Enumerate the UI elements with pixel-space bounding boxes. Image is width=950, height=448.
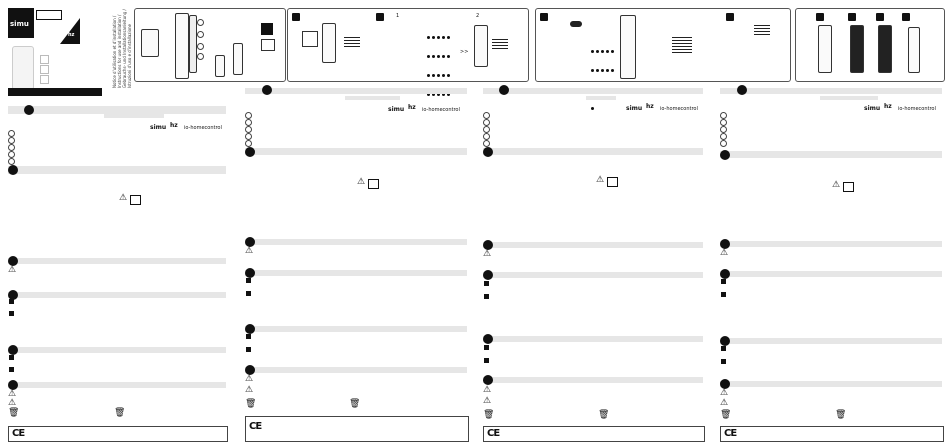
p2-band-4 bbox=[245, 270, 467, 276]
p2-section-number bbox=[262, 85, 272, 95]
p1-title-band bbox=[8, 106, 226, 114]
p2-band-6 bbox=[245, 367, 467, 373]
diagram-callout-4 bbox=[197, 53, 204, 60]
p1-lang-5 bbox=[8, 158, 15, 165]
diagram-remote-step1 bbox=[322, 23, 336, 63]
cover-label-box bbox=[36, 10, 62, 20]
p2-brand-hz: hz bbox=[408, 104, 416, 111]
p1-band-6 bbox=[8, 382, 226, 388]
diagram-step-4-badge bbox=[726, 13, 734, 21]
p4-ce-mark: CE bbox=[724, 428, 737, 439]
p2-warning-icon: ⚠ bbox=[357, 177, 366, 187]
p2-bullet-2 bbox=[246, 291, 251, 296]
p3-brand-simu: simu bbox=[626, 105, 643, 112]
p4-warning-3: ⚠ bbox=[720, 388, 729, 398]
p4-bin-icon-1: 🗑 bbox=[720, 410, 732, 420]
p1-bullet-2 bbox=[9, 311, 14, 316]
p2-brand-io: io-homecontrol bbox=[422, 107, 460, 113]
p3-footer-box bbox=[483, 426, 705, 442]
p3-bin-icon-1: 🗑 bbox=[483, 410, 495, 420]
p2-warning-3: ⚠ bbox=[245, 374, 254, 384]
p3-section-number bbox=[499, 85, 509, 95]
p2-lang-1 bbox=[245, 112, 252, 119]
diagram-panel-3 bbox=[535, 8, 791, 82]
diagram-battery-remote-2 bbox=[850, 25, 864, 73]
p4-title-band bbox=[720, 88, 942, 94]
p2-ce-mark: CE bbox=[249, 421, 262, 432]
p4-book-icon bbox=[843, 182, 854, 192]
diagram-step-7-badge bbox=[876, 13, 884, 21]
p3-section-4-number bbox=[483, 270, 493, 280]
diagram-house-icon bbox=[261, 39, 275, 51]
p2-band-5 bbox=[245, 326, 467, 332]
p3-warning-4: ⚠ bbox=[483, 396, 492, 406]
p1-warning-4: ⚠ bbox=[8, 398, 17, 408]
diagram-blind-step2 bbox=[492, 37, 508, 49]
p3-bullet-3 bbox=[484, 345, 489, 350]
p1-band-2 bbox=[8, 166, 226, 174]
p4-brand-simu: simu bbox=[864, 105, 881, 112]
diagram-panel-2 bbox=[287, 8, 529, 82]
p4-bullet-2 bbox=[721, 292, 726, 297]
p3-lang-4 bbox=[483, 133, 490, 140]
cover-black-bar bbox=[8, 88, 102, 96]
p4-band-3 bbox=[720, 241, 942, 247]
diagram-remote-mid bbox=[189, 15, 197, 73]
p4-band-2 bbox=[720, 151, 942, 158]
p1-warning-icon: ⚠ bbox=[119, 193, 128, 203]
p4-band-5 bbox=[720, 338, 942, 344]
p3-lang-2 bbox=[483, 119, 490, 126]
p3-subtitle-band bbox=[586, 96, 616, 100]
p2-bullet-1 bbox=[246, 278, 251, 283]
p3-title-band bbox=[483, 88, 703, 94]
p2-band-3 bbox=[245, 239, 467, 245]
p1-footer-box bbox=[8, 426, 228, 442]
p4-brand-hz: hz bbox=[884, 103, 892, 110]
p3-section-6-number bbox=[483, 375, 493, 385]
p2-bullet-3 bbox=[246, 334, 251, 339]
cover-remote-image bbox=[12, 46, 34, 90]
p4-section-5-number bbox=[720, 336, 730, 346]
p2-warning-2: ⚠ bbox=[245, 246, 254, 256]
diagram-battery-remote-3 bbox=[878, 25, 892, 73]
p3-bullet-2 bbox=[484, 294, 489, 299]
diagram-blind-step1 bbox=[344, 35, 360, 47]
p4-bullet-4 bbox=[721, 359, 726, 364]
diagram-remote-small-2 bbox=[215, 55, 225, 77]
p3-warning-icon: ⚠ bbox=[596, 175, 605, 185]
diagram-callout-1 bbox=[197, 19, 204, 26]
diagram-battery-remote-1 bbox=[818, 25, 832, 73]
diagram-arrow-1: >> bbox=[460, 49, 469, 55]
diagram-step-1-badge bbox=[292, 13, 300, 21]
p3-band-5 bbox=[483, 336, 703, 342]
p3-section-5-number bbox=[483, 334, 493, 344]
p1-ce-mark: CE bbox=[12, 428, 25, 439]
diagram-callout-3 bbox=[197, 43, 204, 50]
diagram-blind-step4 bbox=[754, 23, 770, 35]
p3-band-4 bbox=[483, 272, 703, 278]
p4-lang-1 bbox=[720, 112, 727, 119]
p2-section-2-number bbox=[245, 147, 255, 157]
p3-lang-5 bbox=[483, 140, 490, 147]
p3-warning-3: ⚠ bbox=[483, 385, 492, 395]
p2-brand-simu: simu bbox=[388, 106, 405, 113]
p3-band-6 bbox=[483, 377, 703, 383]
p3-bin-icon-2: 🗑 bbox=[598, 410, 610, 420]
diagram-remote-large bbox=[175, 13, 189, 79]
diagram-remote-small bbox=[233, 43, 243, 75]
p2-subtitle-band bbox=[345, 96, 400, 100]
p4-lang-4 bbox=[720, 133, 727, 140]
p3-brand-io: io-homecontrol bbox=[660, 106, 698, 112]
p3-lang-3 bbox=[483, 126, 490, 133]
diagram-step-3-badge bbox=[540, 13, 548, 21]
p1-bin-icon-1: 🗑 bbox=[8, 408, 20, 418]
p1-lang-3 bbox=[8, 144, 15, 151]
p2-bin-icon-2: 🗑 bbox=[349, 399, 361, 409]
cover-vertical-text: Notice d'utilisation et d'installation / Instructions for use and installation / Gebrauchs- und Installationsanleitung / Istruzioni d'uso e d'installazione bbox=[112, 9, 132, 88]
diagram-wall-holder bbox=[141, 29, 159, 57]
p3-section-2-number bbox=[483, 147, 493, 157]
p3-bullet-1 bbox=[484, 281, 489, 286]
diagram-toggle bbox=[570, 21, 582, 27]
cover-small-box-1 bbox=[40, 55, 49, 64]
p1-bullet-3 bbox=[9, 355, 14, 360]
diagram-battery-remote-4 bbox=[908, 27, 920, 73]
p2-warning-4: ⚠ bbox=[245, 385, 254, 395]
p4-bullet-1 bbox=[721, 279, 726, 284]
p3-lang-1 bbox=[483, 112, 490, 119]
diagram-step-2-badge bbox=[376, 13, 384, 21]
p2-bin-icon-1: 🗑 bbox=[245, 399, 257, 409]
p2-footer-box bbox=[245, 416, 469, 442]
diagram-step-circle-2: 2 bbox=[476, 13, 480, 19]
p4-warning-4: ⚠ bbox=[720, 398, 729, 408]
cover-brand: simu bbox=[10, 20, 29, 28]
diagram-panel-4 bbox=[795, 8, 945, 82]
p1-book-icon bbox=[130, 195, 141, 205]
p3-ce-mark: CE bbox=[487, 428, 500, 439]
p4-section-number bbox=[737, 85, 747, 95]
p1-lang-4 bbox=[8, 151, 15, 158]
p1-lang-1 bbox=[8, 130, 15, 137]
p1-brand-io: io-homecontrol bbox=[184, 125, 222, 131]
diagram-step-8-badge bbox=[902, 13, 910, 21]
p4-lang-2 bbox=[720, 119, 727, 126]
p2-section-5-number bbox=[245, 324, 255, 334]
p1-brand-simu: simu bbox=[150, 124, 167, 131]
p4-subtitle-band bbox=[820, 96, 878, 100]
p3-brand-hz: hz bbox=[646, 103, 654, 110]
diagram-blind-step3 bbox=[672, 37, 692, 53]
p1-section-2-number bbox=[8, 165, 18, 175]
p1-warning-2: ⚠ bbox=[8, 265, 17, 275]
p1-bin-icon-2: 🗑 bbox=[114, 408, 126, 418]
p1-band-5 bbox=[8, 347, 226, 353]
diagram-panel-1 bbox=[134, 8, 286, 82]
diagram-callout-2 bbox=[197, 31, 204, 38]
p1-band-3 bbox=[8, 258, 226, 264]
p2-bullet-4 bbox=[246, 347, 251, 352]
p3-band-2 bbox=[483, 148, 703, 155]
p2-section-4-number bbox=[245, 268, 255, 278]
cover-badge-text: hz bbox=[68, 32, 75, 38]
p1-bullet-4 bbox=[9, 367, 14, 372]
p2-lang-2 bbox=[245, 119, 252, 126]
p2-band-2 bbox=[245, 148, 467, 155]
cover-small-box-3 bbox=[40, 75, 49, 84]
p3-warning-2: ⚠ bbox=[483, 249, 492, 259]
p3-book-icon bbox=[607, 177, 618, 187]
p2-lang-4 bbox=[245, 133, 252, 140]
p2-title-band bbox=[245, 88, 467, 94]
p4-warning-icon: ⚠ bbox=[832, 180, 841, 190]
p4-bullet-3 bbox=[721, 346, 726, 351]
p1-band-4 bbox=[8, 292, 226, 298]
p4-footer-box bbox=[720, 426, 944, 442]
cover-small-box-2 bbox=[40, 65, 49, 74]
p4-section-2-number bbox=[720, 150, 730, 160]
p2-lang-3 bbox=[245, 126, 252, 133]
p3-bullet-4 bbox=[484, 358, 489, 363]
diagram-remote-step2 bbox=[474, 25, 488, 67]
p4-brand-io: io-homecontrol bbox=[898, 106, 936, 112]
p4-warning-2: ⚠ bbox=[720, 248, 729, 258]
p1-section-number bbox=[24, 105, 34, 115]
p4-bin-icon-2: 🗑 bbox=[835, 410, 847, 420]
p1-brand-hz: hz bbox=[170, 122, 178, 129]
p3-band-3 bbox=[483, 242, 703, 248]
p1-bullet-1 bbox=[9, 299, 14, 304]
p4-band-4 bbox=[720, 271, 942, 277]
p4-lang-5 bbox=[720, 140, 727, 147]
diagram-led-grid-2 bbox=[590, 39, 618, 115]
diagram-remote-step3 bbox=[620, 15, 636, 79]
diagram-step-circle-1: 1 bbox=[396, 13, 400, 19]
diagram-logo-square bbox=[261, 23, 273, 35]
diagram-step-5-badge bbox=[816, 13, 824, 21]
p1-subtitle-band bbox=[104, 114, 164, 118]
diagram-step-6-badge bbox=[848, 13, 856, 21]
p4-section-4-number bbox=[720, 269, 730, 279]
p1-warning-3: ⚠ bbox=[8, 389, 17, 399]
p4-lang-3 bbox=[720, 126, 727, 133]
cover-triangle-badge bbox=[60, 18, 80, 44]
p1-section-5-number bbox=[8, 345, 18, 355]
p2-lang-5 bbox=[245, 140, 252, 147]
p4-band-6 bbox=[720, 381, 942, 387]
p2-book-icon bbox=[368, 179, 379, 189]
p1-lang-2 bbox=[8, 137, 15, 144]
diagram-motor-box bbox=[302, 31, 318, 47]
